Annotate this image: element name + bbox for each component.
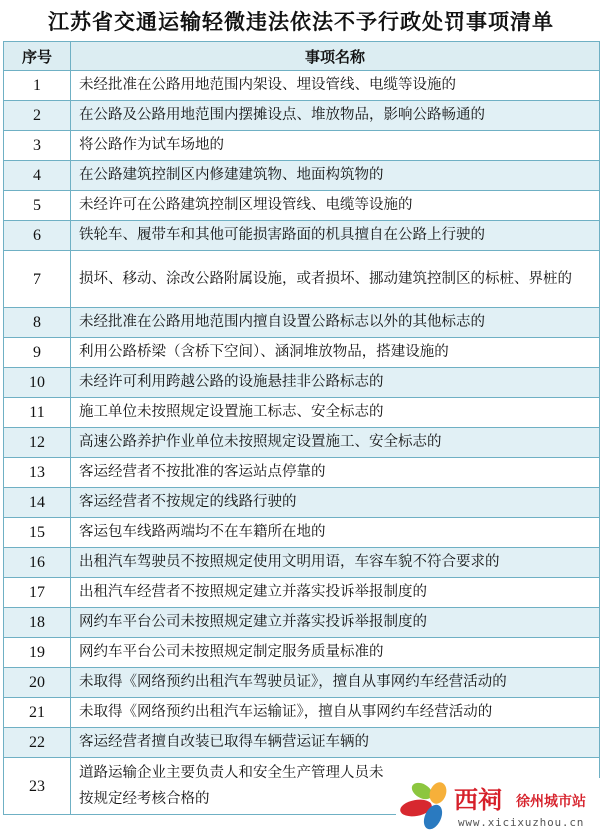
row-number: 3 [4, 131, 71, 161]
row-number: 2 [4, 101, 71, 131]
row-number: 1 [4, 71, 71, 101]
table-row [4, 131, 600, 161]
row-item-name: 在公路建筑控制区内修建建筑物、地面构筑物的 [71, 161, 600, 191]
row-number: 18 [4, 608, 71, 638]
row-number: 17 [4, 578, 71, 608]
row-item-name: 利用公路桥梁（含桥下空间）、涵洞堆放物品，搭建设施的 [71, 338, 600, 368]
svg-text:西祠: 西祠 [454, 786, 502, 814]
table-row [4, 221, 600, 251]
row-item-name: 未经批准在公路用地范围内擅自设置公路标志以外的其他标志的 [71, 308, 600, 338]
row-number: 8 [4, 308, 71, 338]
row-number: 23 [4, 758, 71, 815]
table-row [4, 548, 600, 578]
row-number: 11 [4, 398, 71, 428]
table-row [4, 398, 600, 428]
table-row [4, 161, 600, 191]
row-number: 13 [4, 458, 71, 488]
row-item-name: 客运经营者不按规定的线路行驶的 [71, 488, 600, 518]
table-row [4, 458, 600, 488]
table-row [4, 338, 600, 368]
row-item-name: 铁轮车、履带车和其他可能损害路面的机具擅自在公路上行驶的 [71, 221, 600, 251]
row-item-name: 施工单位未按照规定设置施工标志、安全标志的 [71, 398, 600, 428]
row-item-name: 未经许可利用跨越公路的设施悬挂非公路标志的 [71, 368, 600, 398]
header-number: 序号 [4, 42, 71, 71]
table-row [4, 71, 600, 101]
row-number: 21 [4, 698, 71, 728]
row-number: 10 [4, 368, 71, 398]
table-row [4, 668, 600, 698]
row-number: 15 [4, 518, 71, 548]
row-number: 9 [4, 338, 71, 368]
row-item-name: 出租汽车经营者不按照规定建立并落实投诉举报制度的 [71, 578, 600, 608]
table-row [4, 251, 600, 308]
row-item-name: 损坏、移动、涂改公路附属设施，或者损坏、挪动建筑控制区的标桩、界桩的 [71, 251, 600, 308]
row-item-name: 未经批准在公路用地范围内架设、埋设管线、电缆等设施的 [71, 71, 600, 101]
table-row [4, 191, 600, 221]
row-item-name: 客运经营者擅自改装已取得车辆营运证车辆的 [71, 728, 600, 758]
row-item-name: 出租汽车驾驶员不按照规定使用文明用语，车容车貌不符合要求的 [71, 548, 600, 578]
table-row [4, 488, 600, 518]
row-item-name: 道路运输企业主要负责人和安全生产管理人员未按规定经考核合格的 [71, 758, 600, 815]
table-row [4, 728, 600, 758]
svg-text:徐州城市站: 徐州城市站 [516, 794, 586, 810]
table-row [4, 608, 600, 638]
table-row [4, 308, 600, 338]
items-table [3, 41, 600, 815]
page-title: 江苏省交通运输轻微违法依法不予行政处罚事项清单 [48, 9, 554, 34]
row-item-name: 高速公路养护作业单位未按照规定设置施工、安全标志的 [71, 428, 600, 458]
table-row [4, 638, 600, 668]
header-item-name: 事项名称 [71, 42, 600, 71]
table-header-row [4, 42, 600, 71]
row-number: 4 [4, 161, 71, 191]
table-row [4, 578, 600, 608]
row-item-name: 在公路及公路用地范围内摆摊设点、堆放物品，影响公路畅通的 [71, 101, 600, 131]
row-item-name: 客运经营者不按批准的客运站点停靠的 [71, 458, 600, 488]
row-number: 7 [4, 251, 71, 308]
row-item-name: 将公路作为试车场地的 [71, 131, 600, 161]
table-row [4, 101, 600, 131]
row-number: 19 [4, 638, 71, 668]
table-row [4, 368, 600, 398]
row-number: 20 [4, 668, 71, 698]
row-number: 14 [4, 488, 71, 518]
row-item-name: 未取得《网络预约出租汽车驾驶员证》，擅自从事网约车经营活动的 [71, 668, 600, 698]
watermark-logo [396, 778, 602, 832]
row-item-name: 客运包车线路两端均不在车籍所在地的 [71, 518, 600, 548]
table-row [4, 698, 600, 728]
pinwheel-logo-icon [396, 778, 602, 832]
row-number: 16 [4, 548, 71, 578]
row-number: 6 [4, 221, 71, 251]
table-row [4, 428, 600, 458]
svg-text:www.xicixuzhou.cn: www.xicixuzhou.cn [458, 816, 585, 829]
table-row [4, 518, 600, 548]
row-item-name: 网约车平台公司未按照规定建立并落实投诉举报制度的 [71, 608, 600, 638]
row-item-name: 未取得《网络预约出租汽车运输证》，擅自从事网约车经营活动的 [71, 698, 600, 728]
row-number: 5 [4, 191, 71, 221]
row-item-name: 未经许可在公路建筑控制区埋设管线、电缆等设施的 [71, 191, 600, 221]
row-number: 12 [4, 428, 71, 458]
row-number: 22 [4, 728, 71, 758]
row-item-name: 网约车平台公司未按照规定制定服务质量标准的 [71, 638, 600, 668]
